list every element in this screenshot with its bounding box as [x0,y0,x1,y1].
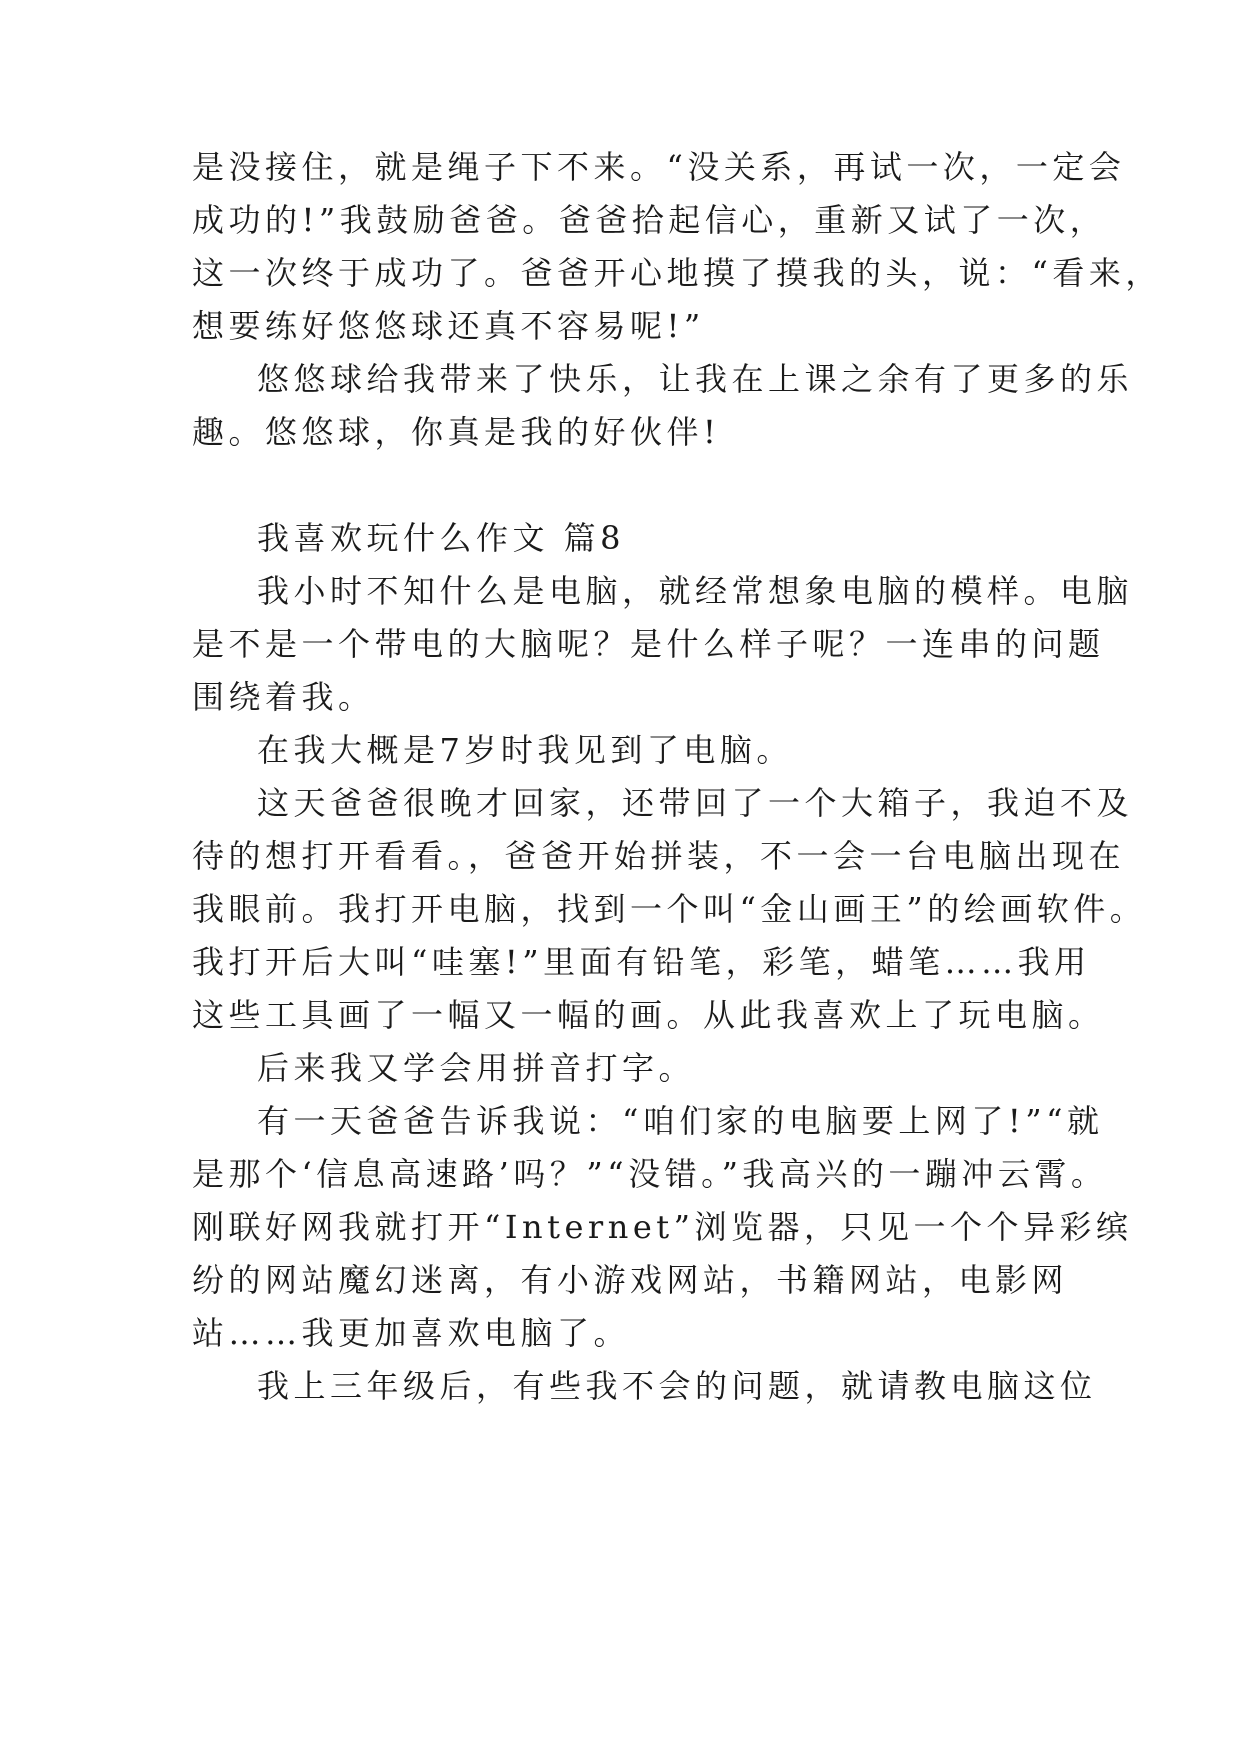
text-line: 是那个‘信息高速路’吗？”“没错。”我高兴的一蹦冲云霄。 [192,1155,1108,1193]
text-line: 在我大概是7岁时我见到了电脑。 [257,731,793,769]
text-line: 刚联好网我就打开“Internet”浏览器，只见一个个异彩缤 [192,1208,1133,1246]
text-line: 我打开后大叫“哇塞!”里面有铅笔，彩笔，蜡笔……我用 [192,943,1091,981]
text-line: 待的想打开看看。，爸爸开始拼装，不一会一台电脑出现在 [192,837,1126,875]
text-line: 成功的!”我鼓励爸爸。爸爸拾起信心，重新又试了一次， [192,201,1107,239]
text-line: 悠悠球给我带来了快乐，让我在上课之余有了更多的乐 [257,360,1134,398]
text-line: 趣。悠悠球，你真是我的好伙伴! [192,413,721,451]
text-line: 纷的网站魔幻迷离，有小游戏网站，书籍网站，电影网 [192,1261,1069,1299]
text-line: 想要练好悠悠球还真不容易呢!” [192,307,705,345]
text-line: 有一天爸爸告诉我说：“咱们家的电脑要上网了!”“就 [257,1102,1104,1140]
text-line: 围绕着我。 [192,678,375,716]
text-line: 这一次终于成功了。爸爸开心地摸了摸我的头，说：“看来， [192,254,1162,292]
text-line: 站……我更加喜欢电脑了。 [192,1314,631,1352]
text-line: 是不是一个带电的大脑呢？是什么样子呢？一连串的问题 [192,625,1105,663]
text-line: 是没接住，就是绳子下不来。“没关系，再试一次，一定会 [192,148,1126,186]
text-line: 我眼前。我打开电脑，找到一个叫“金山画王”的绘画软件。 [192,890,1147,928]
text-line: 这些工具画了一幅又一幅的画。从此我喜欢上了玩电脑。 [192,996,1105,1034]
text-line: 后来我又学会用拼音打字。 [257,1049,696,1087]
text-line: 我上三年级后，有些我不会的问题，就请教电脑这位 [257,1367,1097,1405]
section-heading: 我喜欢玩什么作文 篇8 [257,519,626,557]
text-line: 这天爸爸很晚才回家，还带回了一个大箱子，我迫不及 [257,784,1134,822]
text-line: 我小时不知什么是电脑，就经常想象电脑的模样。电脑 [257,572,1134,610]
